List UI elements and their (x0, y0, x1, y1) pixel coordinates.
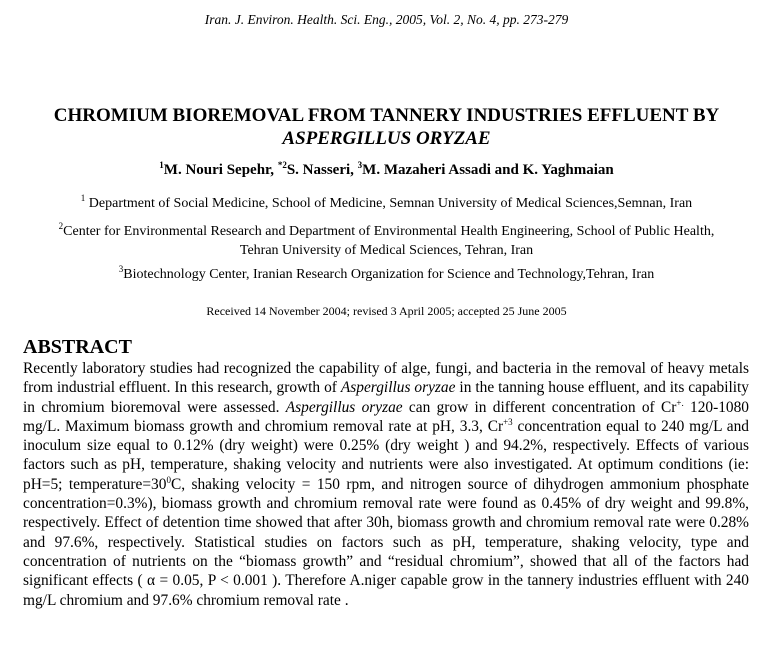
affiliation-2 (0, 222, 773, 260)
author-mark: 3 (357, 160, 363, 170)
abstract-text: concentration equal to 240 mg/L and inoculum size equal to 0.12% (dry weight) were 0.25% (dry weight ) and 94.2%, respectively. Effects of various factors such as pH, temperature, shaking velocity and nutrients were also investigated. At optimum conditions (ie: pH=5; temperature=30 (23, 417, 749, 493)
abstract-text: in the tanning house effluent, and its capability in chromium bioremoval were assessed. (23, 379, 749, 416)
title-main: CHROMIUM BIOREMOVAL FROM TANNERY INDUSTRIES EFFLUENT BY (53, 105, 720, 126)
charge-superscript: +3 (503, 416, 513, 427)
affiliation-text-line2: Tehran University of Medical Sciences, Tehran, Iran (239, 243, 534, 258)
title-organism: ASPERGILLUS ORYZAE (282, 128, 491, 149)
affiliation-mark: 3 (118, 264, 124, 274)
affiliation-1 (0, 194, 773, 213)
organism-name: Aspergillus oryzae (285, 398, 403, 416)
abstract-text: can grow in different concentration of Cr (402, 398, 677, 416)
author-name: M. Nouri Sepehr, (163, 162, 278, 178)
author-mark: *2 (277, 160, 287, 170)
abstract-text: 120-1080 mg/L. Maximum biomass growth and chromium removal rate at pH, 3.3, Cr (23, 398, 749, 435)
charge-superscript: +. (676, 397, 684, 408)
affiliation-text: Department of Social Medicine, School of Medicine, Semnan University of Medical Sciences,Semnan, Iran (85, 196, 693, 211)
affiliation-text: Biotechnology Center, Iranian Research Organization for Science and Technology,Tehran, Iran (123, 267, 655, 282)
paper-title (0, 104, 773, 150)
author-mark: 1 (159, 160, 164, 170)
affiliation-text: Center for Environmental Research and Department of Environmental Health Engineering, School of Public Health, (63, 224, 715, 239)
organism-name: Aspergillus oryzae (340, 379, 456, 397)
author-list (0, 162, 773, 179)
degree-superscript: 0 (166, 474, 171, 485)
abstract-text: C, shaking velocity = 150 rpm, and nitrogen source of dihydrogen ammonium phosphate concentration=0.3%), biomass growth and chromium removal rate were found as 0.45% of dry weight and 99.8%, respectively. Effect of detention time showed that after 30h, biomass growth and chromium removal rate were 0.28% and 97.6%, respectively. Statistical studies on factors such as pH, temperature, shaking velocity, type and concentration of nutrients on the “biomass growth” and “residual chromium”, showed that all of the factors had significant effects ( α = 0.05, P < 0.001 ). Therefore A.niger capable grow in the tannery industries effluent with 240 mg/L chromium and 97.6% chromium removal rate . (23, 475, 749, 609)
author-name: S. Nasseri, (286, 162, 358, 178)
affiliation-3 (0, 265, 773, 284)
author-name: M. Mazaheri Assadi and K. Yaghmaian (362, 162, 614, 178)
abstract-heading: ABSTRACT (23, 336, 132, 358)
affiliation-mark: 1 (80, 193, 86, 203)
abstract-body (23, 359, 749, 610)
affiliation-mark: 2 (58, 221, 64, 231)
journal-citation: Iran. J. Environ. Health. Sci. Eng., 2005, Vol. 2, No. 4, pp. 273-279 (204, 12, 569, 27)
received-dates: Received 14 November 2004; revised 3 April 2005; accepted 25 June 2005 (206, 304, 567, 318)
abstract-text: Recently laboratory studies had recognized the capability of alge, fungi, and bacteria in the removal of heavy metals from industrial effluent. In this research, growth of (23, 360, 749, 397)
